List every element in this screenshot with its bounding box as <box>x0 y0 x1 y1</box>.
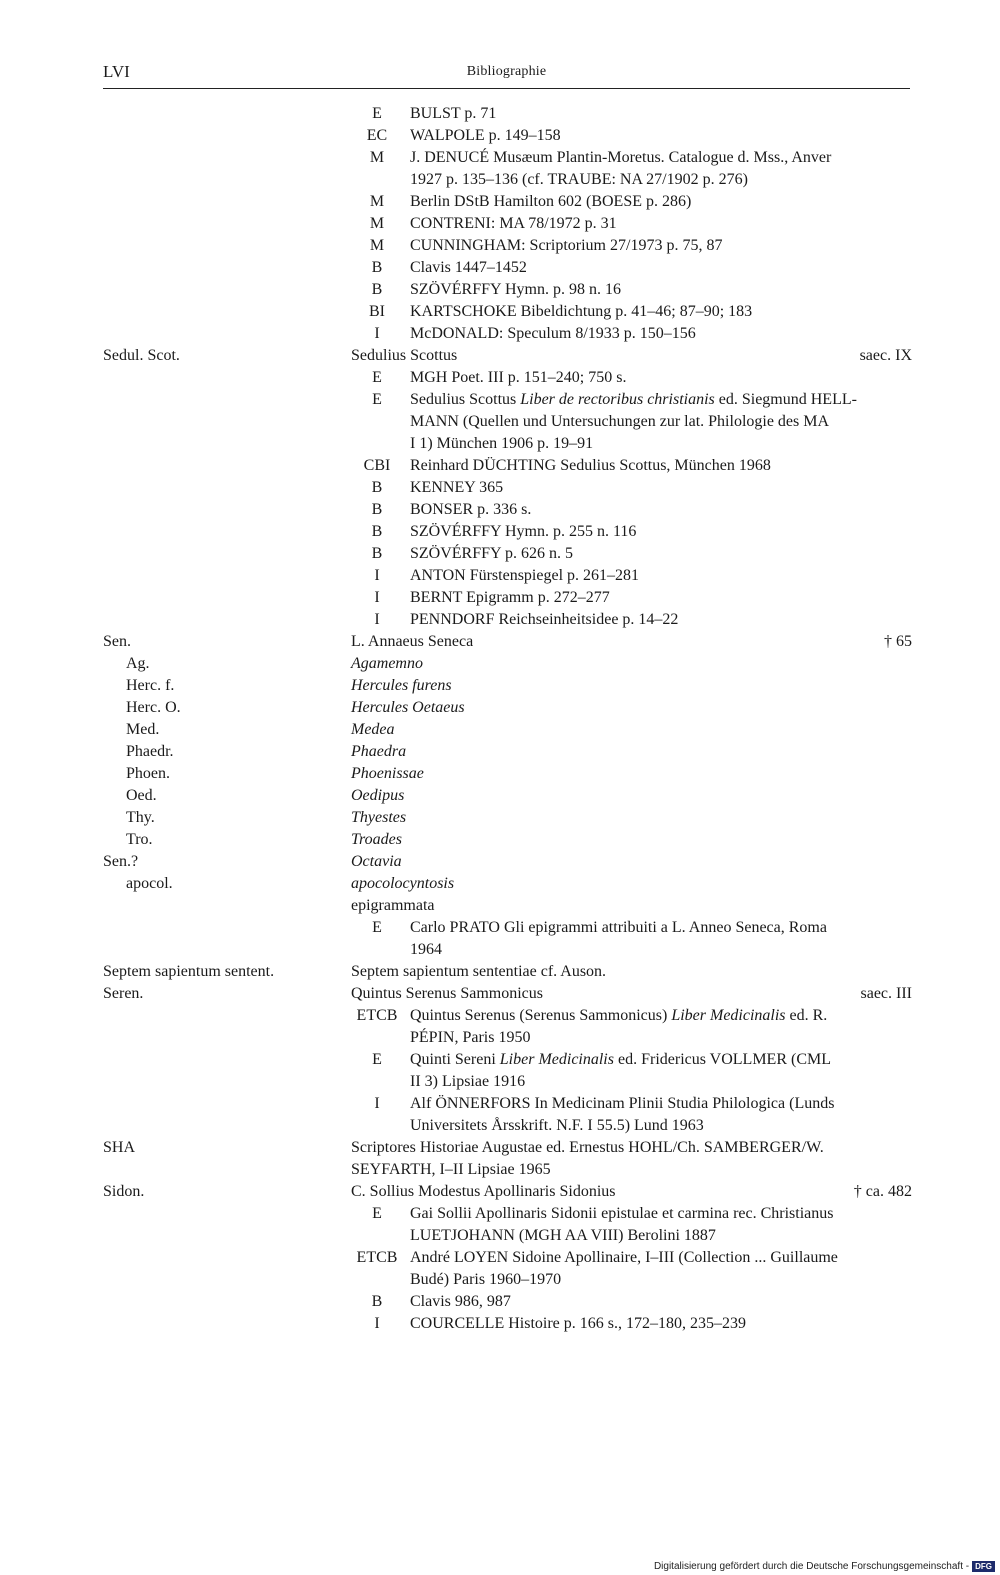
entry-text-part: Quintus Serenus (Serenus Sammonicus) <box>410 1007 672 1024</box>
entry-text-italic: Liber Medicinalis <box>499 1051 614 1068</box>
entry-text-part: Clavis 1447–1452 <box>410 259 527 276</box>
bibliography-row <box>0 279 1000 301</box>
entry-text-part: Gai Sollii Apollinaris Sidonii epistulae et carmina rec. Christianus <box>410 1205 834 1222</box>
entry-title: Oedipus <box>351 787 405 804</box>
entry-code: B <box>371 523 383 540</box>
entry-code: BI <box>369 303 385 320</box>
bibliography-row <box>0 939 1000 961</box>
entry-text <box>410 103 496 125</box>
bibliography-row <box>0 1071 1000 1093</box>
entry-text-part: KENNEY 365 <box>410 479 504 496</box>
entry-date: † ca. 482 <box>853 1183 912 1200</box>
bibliography-row <box>0 543 1000 565</box>
bibliography-row <box>0 675 1000 697</box>
page-number: LVI <box>103 62 130 81</box>
entry-abbreviation: Sidon. <box>103 1183 145 1200</box>
bibliography-row <box>0 741 1000 763</box>
entry-code: M <box>369 149 385 166</box>
entry-text-part: Sedulius Scottus <box>410 391 521 408</box>
entry-code: ETCB <box>356 1249 398 1266</box>
entry-text <box>410 521 636 543</box>
entry-text-part: BULST p. 71 <box>410 105 497 122</box>
bibliography-row <box>0 1291 1000 1313</box>
entry-text-part: PÉPIN, Paris 1950 <box>410 1029 531 1046</box>
bibliography-row <box>0 103 1000 125</box>
entry-text-part: BERNT Epigramm p. 272–277 <box>410 589 610 606</box>
bibliography-row <box>0 917 1000 939</box>
entry-text <box>410 1093 834 1115</box>
bibliography-row <box>0 829 1000 851</box>
entry-code: I <box>374 1095 380 1112</box>
entry-abbreviation: Sen. <box>103 633 131 650</box>
entry-abbreviation: Tro. <box>126 831 153 848</box>
entry-title: Sedulius Scottus <box>351 347 458 364</box>
entry-text-part: WALPOLE p. 149–158 <box>410 127 561 144</box>
entry-text-part: PENNDORF Reichseinheitsidee p. 14–22 <box>410 611 679 628</box>
bibliography-row <box>0 785 1000 807</box>
entry-abbreviation: Med. <box>126 721 160 738</box>
bibliography-row <box>0 433 1000 455</box>
entry-code: B <box>371 1293 383 1310</box>
entry-title: apocolocyntosis <box>351 875 455 892</box>
entry-code: M <box>369 215 385 232</box>
entry-text-part: J. DENUCÉ Musæum Plantin-Moretus. Catalogue d. Mss., Anver <box>410 149 832 166</box>
entry-text-italic: Liber Medicinalis <box>671 1007 786 1024</box>
entry-text-part: SZÖVÉRFFY p. 626 n. 5 <box>410 545 573 562</box>
entry-date: saec. III <box>860 985 912 1002</box>
entry-text-part: ANTON Fürstenspiegel p. 261–281 <box>410 567 640 584</box>
bibliography-row <box>0 1181 1000 1203</box>
entry-text-part: 1927 p. 135–136 (cf. TRAUBE: NA 27/1902 p. 276) <box>410 171 748 188</box>
entry-text-part: Reinhard DÜCHTING Sedulius Scottus, München 1968 <box>410 457 771 474</box>
entry-title: L. Annaeus Seneca <box>351 633 474 650</box>
entry-code: ETCB <box>356 1007 398 1024</box>
entry-text <box>410 455 771 477</box>
bibliography-row <box>0 367 1000 389</box>
entry-code: B <box>371 259 383 276</box>
entry-text-part: CONTRENI: MA 78/1972 p. 31 <box>410 215 617 232</box>
entry-text <box>410 367 626 389</box>
entry-text-part: CUNNINGHAM: Scriptorium 27/1973 p. 75, 87 <box>410 237 723 254</box>
entry-text-part: COURCELLE Histoire p. 166 s., 172–180, 235–239 <box>410 1315 746 1332</box>
entry-abbreviation: Thy. <box>126 809 155 826</box>
entry-text-part: Quinti Sereni <box>410 1051 500 1068</box>
entry-text <box>410 1005 827 1027</box>
entry-text <box>410 235 722 257</box>
entry-code: I <box>374 1315 380 1332</box>
entry-abbreviation: Phoen. <box>126 765 170 782</box>
bibliography-row <box>0 147 1000 169</box>
entry-text <box>410 1313 746 1335</box>
entry-code: M <box>369 237 385 254</box>
entry-date: saec. IX <box>859 347 912 364</box>
bibliography-row <box>0 1049 1000 1071</box>
entry-text <box>410 191 691 213</box>
entry-abbreviation: Oed. <box>126 787 157 804</box>
entry-title: Thyestes <box>351 809 407 826</box>
bibliography-row <box>0 1313 1000 1335</box>
entry-abbreviation: Ag. <box>126 655 150 672</box>
entry-abbreviation: Sedul. Scot. <box>103 347 180 364</box>
dfg-logo: DFG <box>972 1561 995 1572</box>
entry-text <box>410 1291 511 1313</box>
bibliography-row <box>0 499 1000 521</box>
entry-text-part: André LOYEN Sidoine Apollinaire, I–III (Collection ... Guillaume <box>410 1249 838 1266</box>
entry-text <box>410 609 678 631</box>
entry-text-part: Carlo PRATO Gli epigrammi attribuiti a L. Anneo Seneca, Roma <box>410 919 827 936</box>
entry-text <box>410 433 593 455</box>
entry-abbreviation: Herc. O. <box>126 699 181 716</box>
entry-abbreviation: Sen.? <box>103 853 139 870</box>
bibliography-row <box>0 1027 1000 1049</box>
bibliography-row <box>0 807 1000 829</box>
entry-text <box>410 213 617 235</box>
bibliography-row <box>0 213 1000 235</box>
entry-code: M <box>369 193 385 210</box>
entry-abbreviation: apocol. <box>126 875 173 892</box>
bibliography-row <box>0 1005 1000 1027</box>
bibliography-row <box>0 763 1000 785</box>
entry-code: E <box>372 369 382 386</box>
bibliography-row <box>0 697 1000 719</box>
bibliography-row <box>0 1225 1000 1247</box>
bibliography-row <box>0 477 1000 499</box>
entry-text-part: Alf ÖNNERFORS In Medicinam Plinii Studia Philologica (Lunds <box>410 1095 835 1112</box>
entry-text <box>410 565 639 587</box>
entry-text <box>410 587 610 609</box>
bibliography-row <box>0 719 1000 741</box>
entry-text-part: ed. Fridericus VOLLMER (CML <box>613 1051 831 1068</box>
bibliography-row <box>0 1137 1000 1159</box>
entry-title: Septem sapientum sententiae cf. Auson. <box>351 963 607 980</box>
entry-text-part: LUETJOHANN (MGH AA VIII) Berolini 1887 <box>410 1227 716 1244</box>
entry-text-part: II 3) Lipsiae 1916 <box>410 1073 526 1090</box>
entry-title: Hercules furens <box>351 677 452 694</box>
entry-text <box>410 1225 716 1247</box>
entry-text <box>410 499 531 521</box>
bibliography-row <box>0 301 1000 323</box>
bibliography-row <box>0 1115 1000 1137</box>
entry-text <box>410 411 829 433</box>
running-title: Bibliographie <box>466 64 547 79</box>
entry-title: epigrammata <box>351 897 435 914</box>
entry-text-part: Budé) Paris 1960–1970 <box>410 1271 562 1288</box>
entry-text <box>410 939 442 961</box>
bibliography-row <box>0 1093 1000 1115</box>
entry-code: EC <box>366 127 388 144</box>
entry-text-part: Berlin DStB Hamilton 602 (BOESE p. 286) <box>410 193 692 210</box>
entry-title: Hercules Oetaeus <box>351 699 465 716</box>
entry-text <box>410 147 831 169</box>
entry-text <box>410 477 503 499</box>
bibliography-row <box>0 1203 1000 1225</box>
funding-text: Digitalisierung gefördert durch die Deutsche Forschungsgemeinschaft - <box>653 1561 970 1572</box>
entry-code: I <box>374 567 380 584</box>
entry-code: B <box>371 479 383 496</box>
bibliography-row <box>0 455 1000 477</box>
entry-text-part: MGH Poet. III p. 151–240; 750 s. <box>410 369 627 386</box>
entry-text <box>410 301 752 323</box>
bibliography-row <box>0 323 1000 345</box>
entry-title: Phoenissae <box>351 765 424 782</box>
bibliography-row <box>0 191 1000 213</box>
bibliography-row <box>0 169 1000 191</box>
entry-title: C. Sollius Modestus Apollinaris Sidonius <box>351 1183 616 1200</box>
bibliography-list <box>0 103 1000 1335</box>
entry-text <box>410 125 561 147</box>
entry-code: E <box>372 1205 382 1222</box>
entry-text <box>410 1115 704 1137</box>
entry-text <box>410 257 527 279</box>
entry-text <box>410 1027 530 1049</box>
entry-title: Agamemno <box>351 655 423 672</box>
entry-code: CBI <box>363 457 391 474</box>
entry-text <box>410 1247 838 1269</box>
entry-code: B <box>371 501 383 518</box>
bibliography-row <box>0 587 1000 609</box>
entry-code: I <box>374 325 380 342</box>
entry-text <box>410 1269 561 1291</box>
bibliography-row <box>0 873 1000 895</box>
entry-abbreviation: Phaedr. <box>126 743 174 760</box>
entry-text <box>410 1203 833 1225</box>
entry-code: E <box>372 1051 382 1068</box>
entry-text-part: SZÖVÉRFFY Hymn. p. 98 n. 16 <box>410 281 621 298</box>
entry-title: Octavia <box>351 853 402 870</box>
entry-text-part: 1964 <box>410 941 442 958</box>
entry-text <box>410 1071 525 1093</box>
bibliography-row <box>0 851 1000 873</box>
bibliography-row <box>0 895 1000 917</box>
entry-text <box>410 1049 831 1071</box>
entry-code: I <box>374 589 380 606</box>
bibliography-row <box>0 389 1000 411</box>
bibliography-row <box>0 961 1000 983</box>
entry-text <box>410 917 827 939</box>
bibliography-row <box>0 983 1000 1005</box>
funding-note <box>654 1561 995 1572</box>
entry-text <box>410 169 748 191</box>
entry-title: Troades <box>351 831 402 848</box>
bibliography-row <box>0 609 1000 631</box>
entry-code: B <box>371 281 383 298</box>
entry-text-part: KARTSCHOKE Bibeldichtung p. 41–46; 87–90; 183 <box>410 303 753 320</box>
bibliography-row <box>0 257 1000 279</box>
entry-title: SEYFARTH, I–II Lipsiae 1965 <box>351 1161 551 1178</box>
entry-code: B <box>371 545 383 562</box>
entry-code: E <box>372 919 382 936</box>
bibliography-row <box>0 235 1000 257</box>
bibliography-row <box>0 653 1000 675</box>
bibliography-row <box>0 411 1000 433</box>
bibliography-row <box>0 565 1000 587</box>
entry-text-part: ed. Siegmund HELL- <box>714 391 857 408</box>
bibliography-row <box>0 345 1000 367</box>
entry-text-part: ed. R. <box>785 1007 828 1024</box>
entry-title: Phaedra <box>351 743 407 760</box>
bibliography-row <box>0 1247 1000 1269</box>
entry-text-part: McDONALD: Speculum 8/1933 p. 150–156 <box>410 325 696 342</box>
entry-code: E <box>372 391 382 408</box>
entry-text-part: SZÖVÉRFFY Hymn. p. 255 n. 116 <box>410 523 637 540</box>
entry-abbreviation: SHA <box>103 1139 136 1156</box>
entry-text <box>410 279 621 301</box>
page-header <box>103 60 910 89</box>
entry-text-part: BONSER p. 336 s. <box>410 501 532 518</box>
entry-code: I <box>374 611 380 628</box>
entry-abbreviation: Septem sapientum sentent. <box>103 963 275 980</box>
entry-text-part: Universitets Årsskrift. N.F. I 55.5) Lund 1963 <box>410 1117 704 1134</box>
entry-title: Scriptores Historiae Augustae ed. Ernestus HOHL/Ch. SAMBERGER/W. <box>351 1139 824 1156</box>
entry-date: † 65 <box>884 633 912 650</box>
bibliography-row <box>0 521 1000 543</box>
entry-text <box>410 389 857 411</box>
bibliography-row <box>0 125 1000 147</box>
entry-text <box>410 323 696 345</box>
entry-text-part: MANN (Quellen und Untersuchungen zur lat. Philologie des MA <box>410 413 830 430</box>
entry-code: E <box>372 105 382 122</box>
bibliography-row <box>0 631 1000 653</box>
entry-text-italic: Liber de rectoribus christianis <box>520 391 715 408</box>
bibliography-row <box>0 1159 1000 1181</box>
entry-text-part: Clavis 986, 987 <box>410 1293 511 1310</box>
entry-text-part: I 1) München 1906 p. 19–91 <box>410 435 594 452</box>
entry-title: Medea <box>351 721 395 738</box>
entry-text <box>410 543 573 565</box>
entry-abbreviation: Herc. f. <box>126 677 175 694</box>
entry-title: Quintus Serenus Sammonicus <box>351 985 543 1002</box>
bibliography-row <box>0 1269 1000 1291</box>
entry-abbreviation: Seren. <box>103 985 144 1002</box>
